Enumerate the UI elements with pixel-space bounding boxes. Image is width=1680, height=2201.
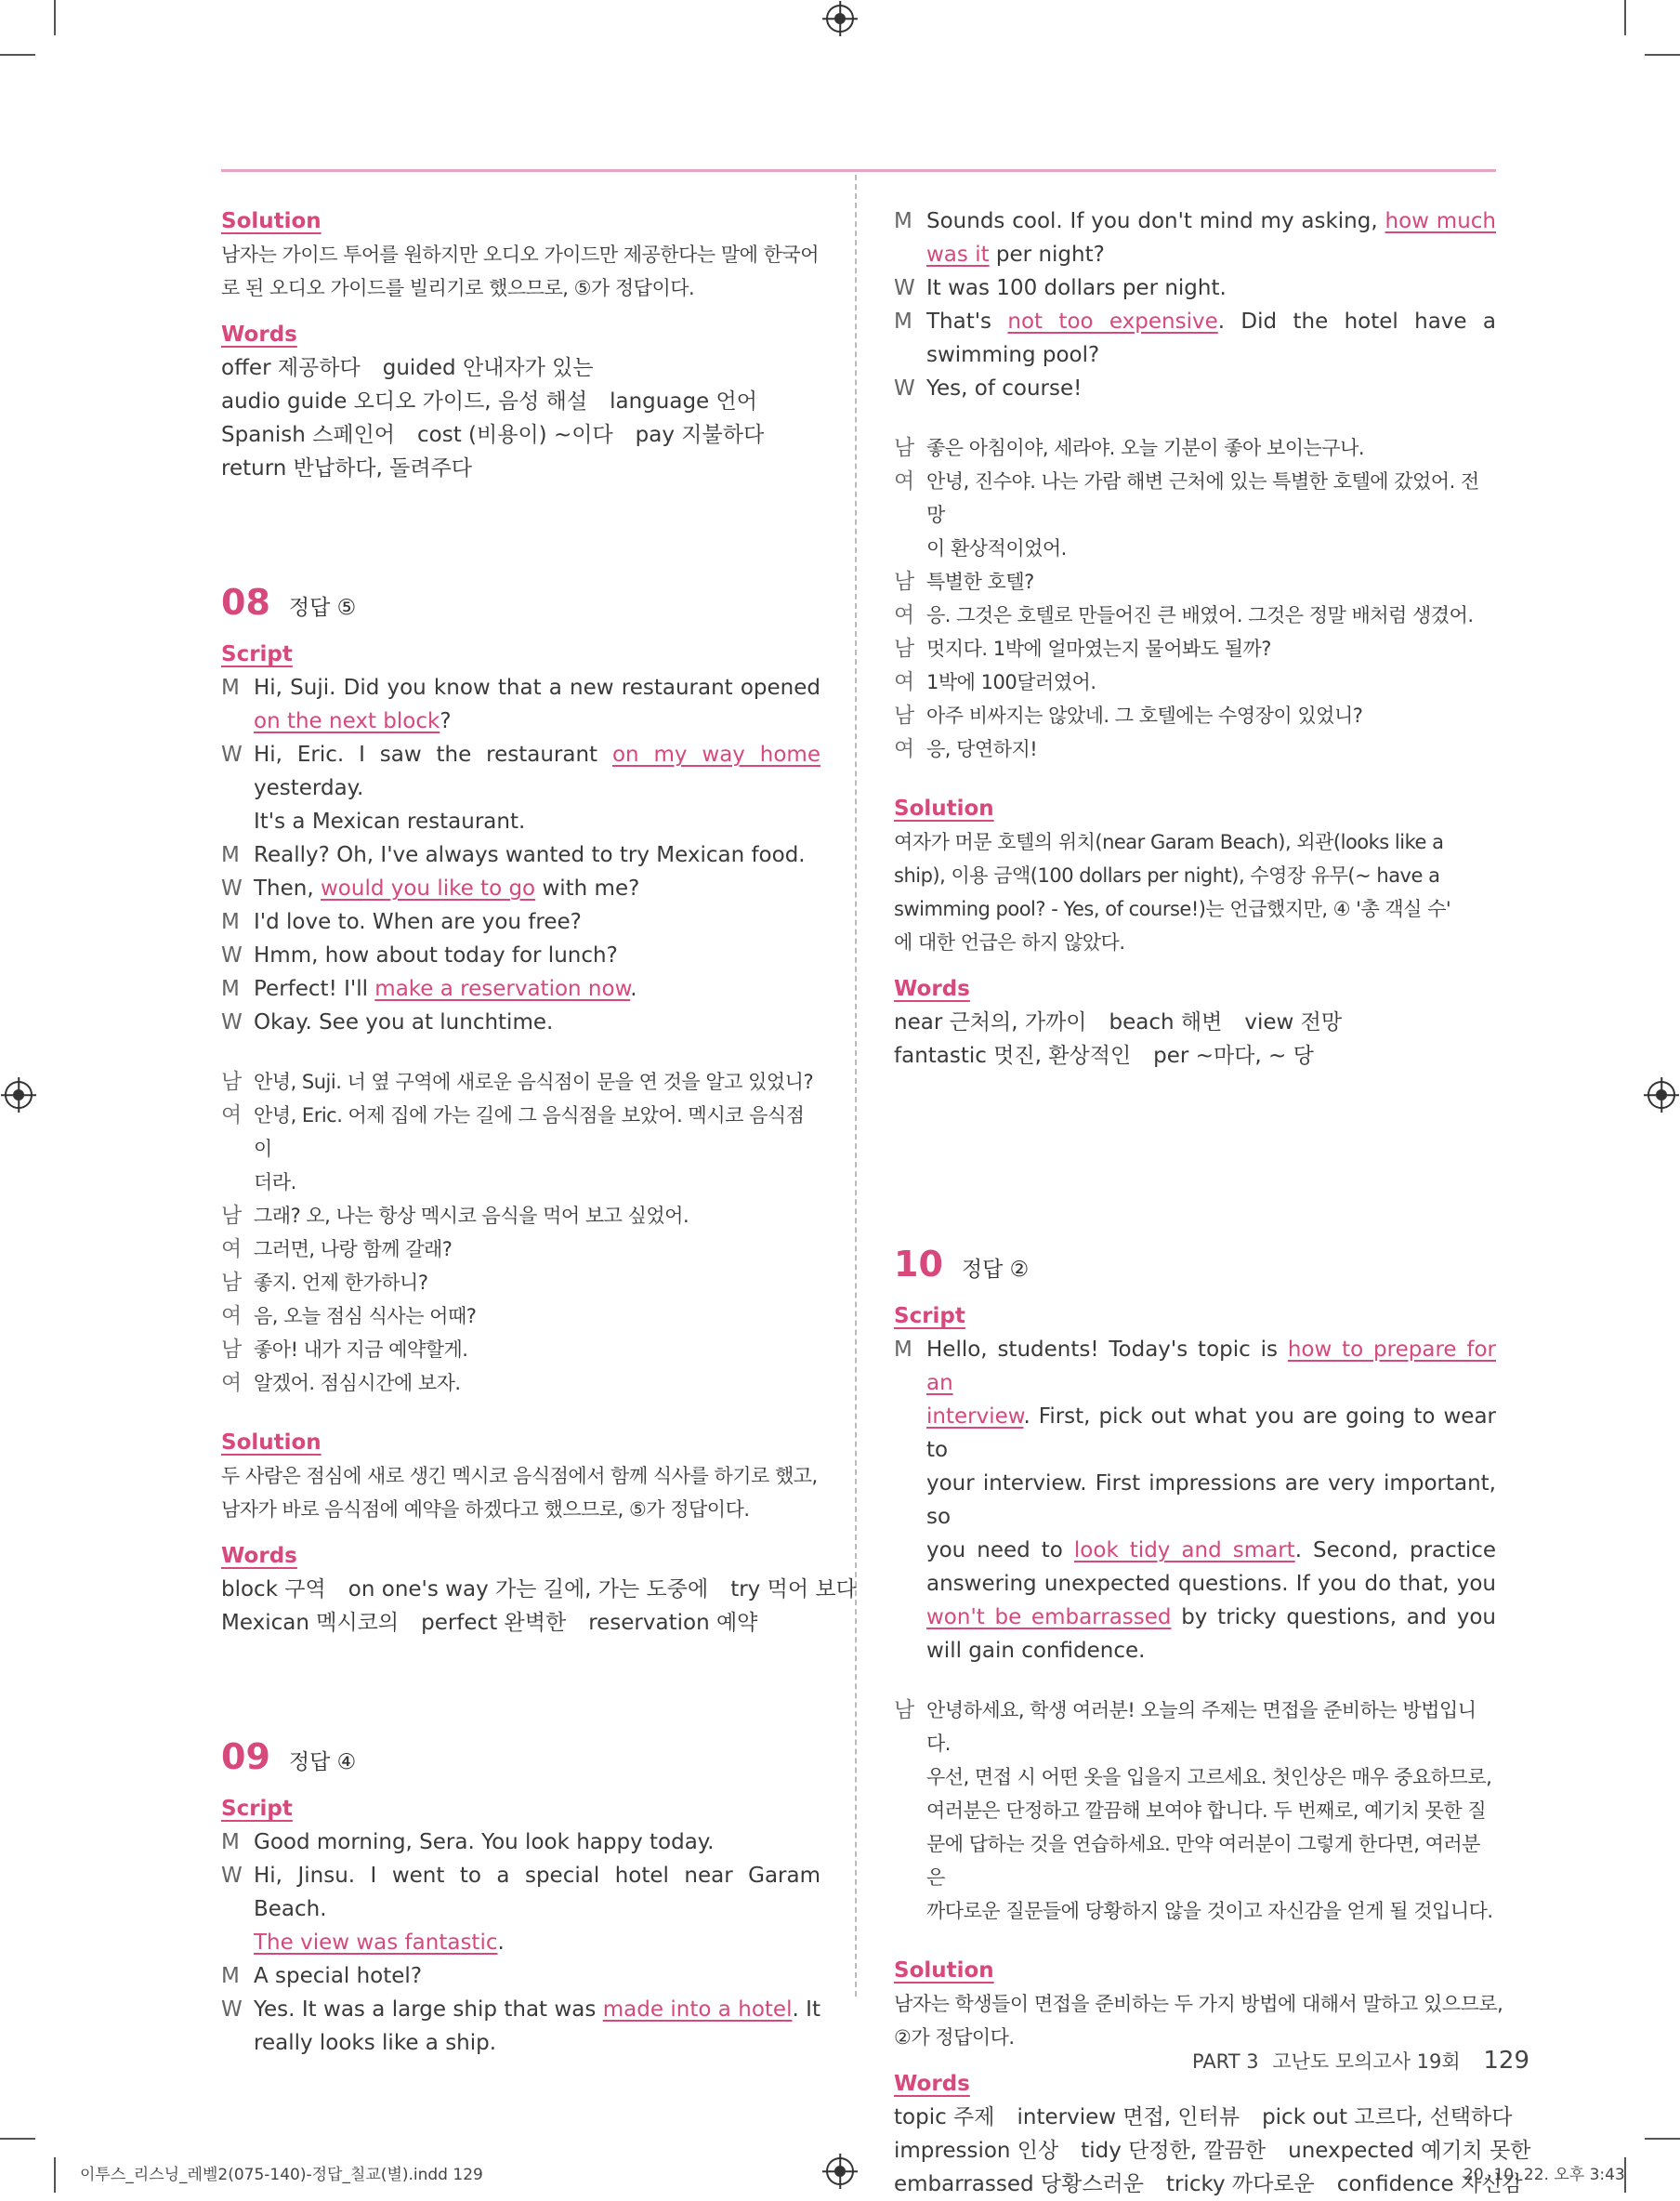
speaker-label: 남 — [894, 704, 915, 728]
script-text — [254, 838, 820, 872]
script-fragment: That's — [926, 310, 1008, 334]
section-heading: Words — [894, 2072, 970, 2096]
translation-block — [221, 1065, 820, 1400]
words-line: Spanish 스페인어 cost (비용이) ~이다 pay 지불하다 — [221, 423, 765, 447]
script-line — [894, 1333, 1496, 1400]
script-line — [894, 372, 1496, 405]
script-line — [894, 271, 1496, 305]
crop-mark — [1645, 2138, 1680, 2140]
slug-date: 20. 10. 22. 오후 3:43 — [1463, 2166, 1625, 2184]
translation-line — [221, 1166, 820, 1199]
script-line — [221, 905, 820, 939]
translation-block — [894, 1694, 1496, 1928]
solution-line: swimming pool? - Yes, of course!)는 언급했지만, ④ '총 객실 수' — [894, 898, 1451, 920]
highlighted-phrase: interview — [926, 1404, 1024, 1429]
speaker-label — [894, 1760, 926, 1794]
script-line — [221, 738, 820, 805]
translation-text: 특별한 호텔? — [926, 571, 1034, 593]
speaker-label: M — [221, 910, 240, 934]
speaker-label: M — [894, 209, 912, 233]
script-fragment: Hi, Jinsu. I went to a special hotel near Garam Beach. — [254, 1864, 820, 1921]
speaker-label: 여 — [221, 1304, 243, 1328]
highlighted-phrase: on my way home — [611, 743, 820, 767]
script-fragment: . First, pick out what you are going to wear to — [926, 1404, 1496, 1462]
script-fragment: Yes, of course! — [926, 376, 1083, 401]
script-text — [926, 1400, 1496, 1467]
speaker-label — [221, 805, 254, 838]
registration-mark-icon — [1647, 1081, 1675, 1109]
script-text — [926, 271, 1496, 305]
script-fragment: your interview. First impressions are very important, so — [926, 1471, 1496, 1529]
section-heading: Solution — [894, 797, 994, 821]
script-fragment: swimming pool? — [926, 343, 1100, 367]
registration-mark-icon — [826, 2157, 854, 2185]
speaker-label — [221, 1926, 254, 1959]
words-line: offer 제공하다 guided 안내자가 있는 — [221, 356, 594, 380]
translation-text: 좋은 아침이야, 세라야. 오늘 기분이 좋아 보이는구나. — [926, 437, 1365, 459]
translation-text: 응. 그것은 호텔로 만들어진 큰 배였어. 그것은 정말 배처럼 생겼어. — [926, 604, 1474, 626]
footer-title: 고난도 모의고사 19회 — [1272, 2050, 1461, 2073]
speaker-label — [894, 238, 926, 271]
translation-text: 안녕, Eric. 어제 집에 가는 길에 그 음식점을 보았어. 멕시코 음식점이 — [254, 1104, 805, 1160]
crop-mark — [0, 54, 35, 56]
translation-text: 아주 비싸지는 않았네. 그 호텔에는 수영장이 있었니? — [926, 705, 1363, 727]
script-line — [221, 838, 820, 872]
speaker-label: 여 — [221, 1371, 243, 1395]
highlighted-phrase: how much — [1385, 209, 1496, 233]
script-line — [221, 939, 820, 972]
script-line — [221, 805, 820, 838]
script-text — [254, 1825, 820, 1859]
script-fragment: you need to — [926, 1538, 1074, 1562]
speaker-label: M — [894, 310, 912, 334]
speaker-label: 남 — [894, 570, 915, 594]
script-text — [926, 1333, 1496, 1400]
section-heading: Words — [221, 1544, 297, 1568]
translation-line — [221, 1299, 820, 1333]
script-fragment: yesterday. — [254, 776, 364, 800]
question-header — [221, 1736, 820, 1779]
speaker-label: W — [221, 943, 243, 968]
script-line — [221, 1006, 820, 1039]
page-footer — [1192, 2047, 1529, 2075]
slug-filename: 이투스_리스닝_레벨2(075-140)-정답_칠교(별).indd 129 — [80, 2166, 483, 2184]
script-fragment: I'd love to. When are you free? — [254, 910, 582, 934]
words-line: impression 인상 tidy 단정한, 깔끔한 unexpected 예기치 못한 — [894, 2139, 1531, 2163]
speaker-label: 남 — [894, 436, 915, 460]
translation-line — [221, 1266, 820, 1299]
answer-label: 정답 ④ — [288, 1750, 357, 1774]
translation-line — [894, 431, 1496, 465]
script-text — [926, 338, 1496, 372]
script-block — [221, 671, 820, 1039]
script-fragment: A special hotel? — [254, 1964, 423, 1988]
words-line: fantastic 멋진, 환상적인 per ~마다, ~ 당 — [894, 1044, 1314, 1068]
script-text — [254, 805, 820, 838]
speaker-label: W — [221, 1864, 243, 1888]
speaker-label — [221, 1166, 254, 1199]
script-text — [254, 2026, 820, 2060]
script-fragment: Hi, Eric. I saw the restaurant — [254, 743, 612, 767]
script-line — [894, 238, 1496, 271]
words-line: return 반납하다, 돌려주다 — [221, 456, 473, 481]
speaker-label: 남 — [221, 1070, 243, 1094]
translation-text: 문에 답하는 것을 연습하세요. 만약 여러분이 그렇게 한다면, 여러분은 — [926, 1833, 1480, 1889]
highlighted-phrase: look tidy and smart — [1073, 1538, 1295, 1562]
script-fragment: Okay. See you at lunchtime. — [254, 1010, 554, 1035]
solution-line: 에 대한 언급은 하지 않았다. — [894, 931, 1125, 954]
translation-line — [894, 632, 1496, 666]
translation-line — [221, 1366, 820, 1400]
script-line — [221, 2026, 820, 2060]
translation-line — [894, 666, 1496, 699]
translation-line — [894, 1694, 1496, 1760]
translation-line — [894, 599, 1496, 632]
words-line: audio guide 오디오 가이드, 음성 해설 language 언어 — [221, 389, 757, 414]
speaker-label: W — [221, 1997, 243, 2022]
translation-block — [894, 431, 1496, 766]
script-line — [894, 305, 1496, 338]
speaker-label — [894, 1534, 926, 1567]
translation-text: 멋지다. 1박에 얼마였는지 물어봐도 될까? — [926, 638, 1271, 660]
script-text — [254, 671, 820, 705]
script-text — [254, 1926, 820, 1959]
words-line: near 근처의, 가까이 beach 해변 view 전망 — [894, 1010, 1343, 1035]
section-heading: Solution — [894, 1958, 994, 1983]
highlighted-phrase: was it — [926, 243, 990, 267]
translation-text: 음, 오늘 점심 식사는 어때? — [254, 1305, 477, 1327]
speaker-label: W — [221, 876, 243, 901]
speaker-label: 남 — [221, 1204, 243, 1228]
script-text — [254, 1993, 820, 2026]
script-text — [254, 1859, 820, 1926]
script-fragment: Perfect! I'll — [254, 977, 375, 1001]
script-fragment: It was 100 dollars per night. — [926, 276, 1227, 300]
page-number: 129 — [1483, 2047, 1530, 2075]
script-text — [926, 305, 1496, 338]
speaker-label — [894, 1894, 926, 1928]
solution-line: 여자가 머문 호텔의 위치(near Garam Beach), 외관(looks like a — [894, 831, 1444, 853]
script-text — [254, 939, 820, 972]
solution-line: 로 된 오디오 가이드를 빌리기로 했으므로, ⑤가 정답이다. — [221, 277, 695, 299]
script-line — [894, 1467, 1496, 1534]
translation-text: 1박에 100달러였어. — [926, 671, 1096, 693]
crop-mark — [54, 0, 56, 35]
translation-text: 안녕, Suji. 너 옆 구역에 새로운 음식점이 문을 연 것을 알고 있었니? — [254, 1071, 814, 1093]
script-text — [926, 1534, 1496, 1567]
speaker-label: 남 — [894, 1698, 915, 1722]
script-fragment: . — [630, 977, 637, 1001]
translation-line — [221, 1065, 820, 1099]
speaker-label — [894, 1794, 926, 1827]
translation-line — [894, 699, 1496, 732]
script-line — [221, 705, 820, 738]
registration-mark-icon — [5, 1081, 33, 1109]
highlighted-phrase: The view was fantastic — [254, 1931, 498, 1955]
solution-line: 남자는 학생들이 면접을 준비하는 두 가지 방법에 대해서 말하고 있으므로, — [894, 1993, 1503, 2015]
script-fragment: per night? — [989, 243, 1105, 267]
script-line — [221, 671, 820, 705]
translation-line — [221, 1333, 820, 1366]
script-fragment: . It — [792, 1997, 820, 2022]
translation-line — [894, 1827, 1496, 1894]
translation-line — [894, 565, 1496, 599]
crop-mark — [0, 2138, 35, 2140]
script-text — [254, 872, 820, 905]
section-heading: Solution — [221, 1430, 322, 1455]
script-line — [894, 1400, 1496, 1467]
translation-line — [894, 732, 1496, 766]
script-line — [894, 1567, 1496, 1601]
speaker-label: 남 — [221, 1271, 243, 1295]
speaker-label: M — [221, 676, 240, 700]
script-text — [254, 972, 820, 1006]
section-heading: Solution — [221, 209, 322, 233]
script-text — [254, 738, 820, 805]
script-line — [894, 1601, 1496, 1634]
script-fragment: It's a Mexican restaurant. — [254, 810, 526, 834]
words-line: Mexican 멕시코의 perfect 완벽한 reservation 예약 — [221, 1611, 758, 1635]
script-fragment: Then, — [254, 876, 321, 901]
highlighted-phrase: how to prepare for an — [926, 1338, 1496, 1395]
script-text — [254, 1959, 820, 1993]
crop-mark — [1624, 0, 1626, 35]
translation-text: 여러분은 단정하고 깔끔해 보여야 합니다. 두 번째로, 예기치 못한 질 — [926, 1799, 1487, 1822]
script-line — [894, 338, 1496, 372]
question-number: 10 — [894, 1244, 943, 1285]
translation-line — [894, 1760, 1496, 1794]
script-fragment: ? — [440, 709, 452, 733]
script-block — [894, 1333, 1496, 1667]
top-rule — [221, 169, 1496, 172]
script-line — [221, 872, 820, 905]
script-fragment: Hi, Suji. Did you know that a new restaurant opened — [254, 676, 820, 700]
speaker-label — [894, 1634, 926, 1667]
left-column — [221, 204, 857, 2060]
speaker-label — [221, 705, 254, 738]
highlighted-phrase: not too expensive — [1007, 310, 1218, 334]
script-line — [221, 1825, 820, 1859]
script-block — [894, 204, 1496, 405]
script-fragment: answering unexpected questions. If you do that, you — [926, 1572, 1496, 1596]
script-line — [221, 1926, 820, 1959]
speaker-label — [894, 338, 926, 372]
translation-line — [221, 1099, 820, 1166]
highlighted-phrase: would you like to go — [320, 876, 536, 901]
section-heading: Words — [894, 977, 970, 1001]
script-fragment: Good morning, Sera. You look happy today. — [254, 1830, 715, 1854]
script-fragment: Sounds cool. If you don't mind my asking, — [926, 209, 1385, 233]
translation-text: 그래? 오, 나는 항상 멕시코 음식을 먹어 보고 싶었어. — [254, 1205, 689, 1227]
script-fragment: with me? — [535, 876, 640, 901]
script-text — [926, 204, 1496, 238]
translation-text: 우선, 면접 시 어떤 옷을 입을지 고르세요. 첫인상은 매우 중요하므로, — [926, 1766, 1492, 1788]
speaker-label: 여 — [894, 469, 915, 494]
section-heading: Script — [894, 1304, 965, 1328]
speaker-label — [894, 1400, 926, 1467]
speaker-label: 여 — [894, 603, 915, 627]
script-line — [894, 1634, 1496, 1667]
script-text — [254, 705, 820, 738]
registration-mark-icon — [826, 5, 854, 33]
script-text — [254, 905, 820, 939]
script-line — [894, 204, 1496, 238]
script-fragment: Yes. It was a large ship that was — [254, 1997, 603, 2022]
question-number: 08 — [221, 582, 270, 623]
translation-text: 좋아! 내가 지금 예약할게. — [254, 1338, 468, 1361]
speaker-label: M — [894, 1338, 912, 1362]
question-number: 09 — [221, 1736, 270, 1777]
answer-label: 정답 ⑤ — [288, 596, 357, 620]
speaker-label: M — [221, 1830, 240, 1854]
script-line — [221, 972, 820, 1006]
translation-text: 응, 당연하지! — [926, 738, 1038, 760]
translation-text: 안녕하세요, 학생 여러분! 오늘의 주제는 면접을 준비하는 방법입니다. — [926, 1699, 1477, 1755]
script-text — [926, 1634, 1496, 1667]
speaker-label: W — [894, 276, 915, 300]
solution-line: ②가 정답이다. — [894, 2026, 1015, 2049]
question-header — [894, 1244, 1496, 1286]
translation-text: 이 환상적이었어. — [926, 537, 1067, 560]
speaker-label — [894, 1827, 926, 1894]
question-header — [221, 582, 820, 625]
solution-line: ship), 이용 금액(100 dollars per night), 수영장 유무(~ have a — [894, 864, 1440, 887]
speaker-label — [221, 2026, 254, 2060]
section-heading: Script — [221, 642, 293, 666]
translation-text: 까다로운 질문들에 당황하지 않을 것이고 자신감을 얻게 될 것입니다. — [926, 1900, 1493, 1922]
script-fragment: Hello, students! Today's topic is — [926, 1338, 1288, 1362]
speaker-label: 여 — [894, 737, 915, 761]
words-line: topic 주제 interview 면접, 인터뷰 pick out 고르다, 선택하다 — [894, 2105, 1513, 2129]
speaker-label: W — [221, 743, 243, 767]
crop-mark — [54, 2157, 56, 2193]
script-fragment: Really? Oh, I've always wanted to try Mexican food. — [254, 843, 806, 867]
section-heading: Words — [221, 323, 297, 347]
script-text — [926, 238, 1496, 271]
column-divider — [855, 175, 857, 1997]
script-fragment: will gain confidence. — [926, 1639, 1146, 1663]
script-fragment: really looks like a ship. — [254, 2031, 497, 2055]
translation-line — [894, 1894, 1496, 1928]
speaker-label — [894, 1567, 926, 1601]
crop-mark — [1645, 54, 1680, 56]
speaker-label: 남 — [221, 1338, 243, 1362]
speaker-label: 여 — [894, 670, 915, 694]
speaker-label: 여 — [221, 1237, 243, 1261]
speaker-label — [894, 1601, 926, 1634]
script-fragment: . — [497, 1931, 505, 1955]
solution-line: 남자가 바로 음식점에 예약을 하겠다고 했으므로, ⑤가 정답이다. — [221, 1498, 750, 1521]
script-text — [926, 1601, 1496, 1634]
translation-line — [221, 1199, 820, 1232]
words-line: block 구역 on one's way 가는 길에, 가는 도중에 try 먹어 보다 — [221, 1577, 857, 1601]
script-fragment: . Did the hotel have a — [1217, 310, 1497, 334]
translation-text: 알겠어. 점심시간에 보자. — [254, 1372, 461, 1394]
highlighted-phrase: made into a hotel — [602, 1997, 793, 2022]
highlighted-phrase: won't be embarrassed — [926, 1605, 1172, 1629]
speaker-label: W — [221, 1010, 243, 1035]
script-text — [926, 1567, 1496, 1601]
script-line — [221, 1959, 820, 1993]
translation-line — [894, 465, 1496, 532]
section-heading: Script — [221, 1797, 293, 1821]
translation-text: 안녕, 진수야. 나는 가람 해변 근처에 있는 특별한 호텔에 갔었어. 전망 — [926, 470, 1479, 526]
speaker-label: M — [221, 1964, 240, 1988]
speaker-label — [894, 1467, 926, 1534]
script-fragment: by tricky questions, and you — [1171, 1605, 1496, 1629]
translation-line — [894, 532, 1496, 565]
speaker-label: 여 — [221, 1103, 243, 1127]
highlighted-phrase: on the next block — [254, 709, 440, 733]
speaker-label: M — [221, 843, 240, 867]
speaker-label: 남 — [894, 637, 915, 661]
script-text — [926, 1467, 1496, 1534]
script-fragment: Hmm, how about today for lunch? — [254, 943, 618, 968]
words-line: embarrassed 당황스러운 tricky 까다로운 confidence 자신감 — [894, 2172, 1523, 2196]
script-fragment: . Second, practice — [1294, 1538, 1497, 1562]
solution-line: 두 사람은 점심에 새로 생긴 멕시코 음식점에서 함께 식사를 하기로 했고, — [221, 1465, 818, 1487]
script-line — [894, 1534, 1496, 1567]
translation-line — [221, 1232, 820, 1266]
script-line — [221, 1859, 820, 1926]
highlighted-phrase: make a reservation now — [374, 977, 631, 1001]
translation-text: 더라. — [254, 1171, 296, 1193]
translation-text: 그러면, 나랑 함께 갈래? — [254, 1238, 453, 1260]
speaker-label: M — [221, 977, 240, 1001]
script-text — [254, 1006, 820, 1039]
answer-label: 정답 ② — [961, 1258, 1030, 1282]
footer-part: PART 3 — [1192, 2050, 1259, 2073]
translation-line — [894, 1794, 1496, 1827]
solution-line: 남자는 가이드 투어를 원하지만 오디오 가이드만 제공한다는 말에 한국어 — [221, 244, 819, 266]
script-line — [221, 1993, 820, 2026]
script-text — [926, 372, 1496, 405]
speaker-label: W — [894, 376, 915, 401]
translation-text: 좋지. 언제 한가하니? — [254, 1272, 428, 1294]
script-block — [221, 1825, 820, 2060]
speaker-label — [894, 532, 926, 565]
